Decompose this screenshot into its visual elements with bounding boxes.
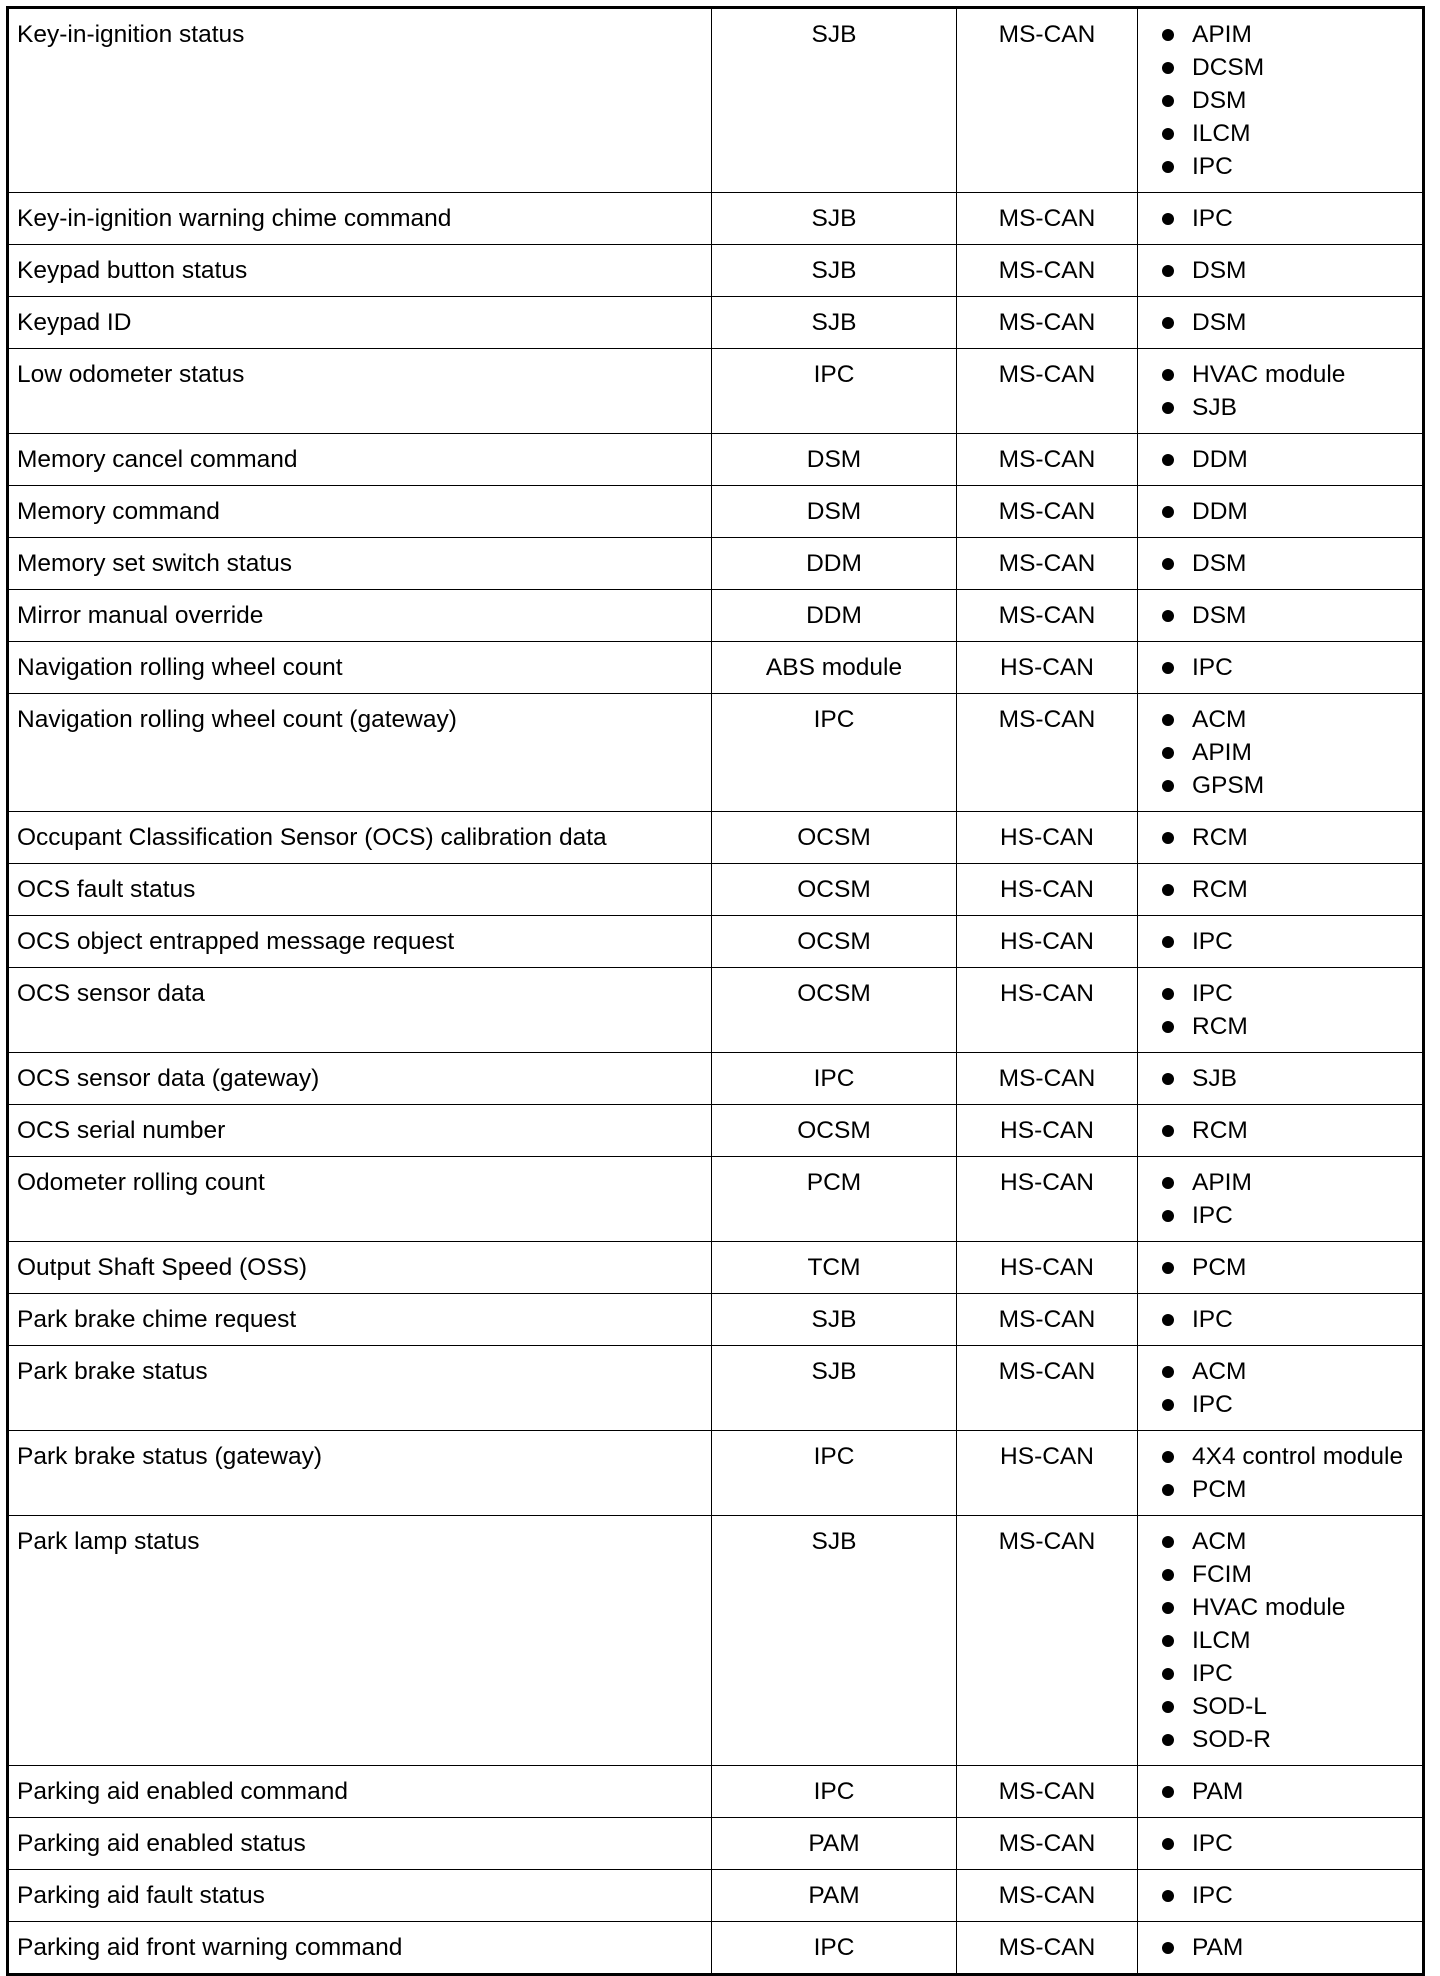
transmitting-module-cell: SJB	[712, 1294, 957, 1346]
message-cell: Park lamp status	[8, 1516, 712, 1766]
receiving-modules-cell	[1138, 8, 1424, 193]
table-row	[8, 968, 1424, 1053]
receiving-module-item: GPSM	[1162, 769, 1422, 802]
receiving-modules-cell	[1138, 1516, 1424, 1766]
receiving-modules-cell	[1138, 434, 1424, 486]
transmitting-module-cell: OCSM	[712, 864, 957, 916]
receiving-module-item: DSM	[1162, 254, 1422, 287]
table-row	[8, 1105, 1424, 1157]
network-cell: MS-CAN	[957, 590, 1138, 642]
network-cell: HS-CAN	[957, 1105, 1138, 1157]
receiving-modules-list	[1162, 1525, 1422, 1756]
receiving-module-item: PCM	[1162, 1473, 1422, 1506]
message-cell: OCS fault status	[8, 864, 712, 916]
message-cell: OCS object entrapped message request	[8, 916, 712, 968]
transmitting-module-cell: IPC	[712, 1431, 957, 1516]
receiving-modules-cell	[1138, 1922, 1424, 1975]
receiving-modules-list	[1162, 703, 1422, 802]
receiving-module-item: SOD-L	[1162, 1690, 1422, 1723]
receiving-module-item: 4X4 control module	[1162, 1440, 1422, 1473]
receiving-modules-list	[1162, 1440, 1422, 1506]
receiving-module-item: ACM	[1162, 1525, 1422, 1558]
message-cell: OCS sensor data (gateway)	[8, 1053, 712, 1105]
receiving-modules-list	[1162, 358, 1422, 424]
receiving-modules-cell	[1138, 590, 1424, 642]
receiving-module-item: IPC	[1162, 1303, 1422, 1336]
receiving-module-item: APIM	[1162, 1166, 1422, 1199]
transmitting-module-cell: IPC	[712, 694, 957, 812]
message-cell: Output Shaft Speed (OSS)	[8, 1242, 712, 1294]
receiving-module-item: IPC	[1162, 202, 1422, 235]
table-row	[8, 1818, 1424, 1870]
network-cell: HS-CAN	[957, 864, 1138, 916]
receiving-modules-cell	[1138, 642, 1424, 694]
transmitting-module-cell: IPC	[712, 1053, 957, 1105]
receiving-modules-list	[1162, 1062, 1422, 1095]
network-cell: HS-CAN	[957, 916, 1138, 968]
receiving-module-item: ACM	[1162, 1355, 1422, 1388]
receiving-modules-cell	[1138, 538, 1424, 590]
receiving-module-item: RCM	[1162, 1010, 1422, 1043]
receiving-modules-list	[1162, 1827, 1422, 1860]
receiving-modules-list	[1162, 443, 1422, 476]
table-row	[8, 1157, 1424, 1242]
receiving-module-item: ILCM	[1162, 117, 1422, 150]
table-row	[8, 486, 1424, 538]
message-cell: Key-in-ignition warning chime command	[8, 193, 712, 245]
network-cell: MS-CAN	[957, 193, 1138, 245]
receiving-modules-list	[1162, 873, 1422, 906]
receiving-module-item: RCM	[1162, 873, 1422, 906]
transmitting-module-cell: OCSM	[712, 812, 957, 864]
network-cell: MS-CAN	[957, 1346, 1138, 1431]
network-cell: MS-CAN	[957, 694, 1138, 812]
receiving-modules-cell	[1138, 1870, 1424, 1922]
receiving-module-item: SOD-R	[1162, 1723, 1422, 1756]
network-cell: MS-CAN	[957, 1922, 1138, 1975]
receiving-modules-cell	[1138, 1818, 1424, 1870]
receiving-module-item: IPC	[1162, 150, 1422, 183]
table-row	[8, 864, 1424, 916]
receiving-modules-cell	[1138, 916, 1424, 968]
message-cell: Low odometer status	[8, 349, 712, 434]
receiving-modules-list	[1162, 1114, 1422, 1147]
receiving-module-item: APIM	[1162, 736, 1422, 769]
receiving-modules-list	[1162, 599, 1422, 632]
message-cell: Keypad button status	[8, 245, 712, 297]
receiving-modules-list	[1162, 254, 1422, 287]
table-row	[8, 8, 1424, 193]
receiving-modules-cell	[1138, 1431, 1424, 1516]
message-cell: Navigation rolling wheel count	[8, 642, 712, 694]
message-cell: Navigation rolling wheel count (gateway)	[8, 694, 712, 812]
table-row	[8, 1516, 1424, 1766]
table-row	[8, 1242, 1424, 1294]
receiving-module-item: IPC	[1162, 1827, 1422, 1860]
message-cell: Memory cancel command	[8, 434, 712, 486]
receiving-modules-cell	[1138, 1053, 1424, 1105]
receiving-modules-list	[1162, 977, 1422, 1043]
receiving-module-item: DSM	[1162, 84, 1422, 117]
receiving-module-item: IPC	[1162, 651, 1422, 684]
receiving-modules-cell	[1138, 694, 1424, 812]
transmitting-module-cell: TCM	[712, 1242, 957, 1294]
network-cell: MS-CAN	[957, 1766, 1138, 1818]
network-cell: HS-CAN	[957, 968, 1138, 1053]
receiving-module-item: ACM	[1162, 703, 1422, 736]
receiving-modules-list	[1162, 1355, 1422, 1421]
receiving-modules-list	[1162, 821, 1422, 854]
table-row	[8, 1053, 1424, 1105]
transmitting-module-cell: SJB	[712, 8, 957, 193]
table-row	[8, 434, 1424, 486]
receiving-modules-list	[1162, 547, 1422, 580]
network-cell: MS-CAN	[957, 1818, 1138, 1870]
receiving-modules-cell	[1138, 245, 1424, 297]
message-cell: Parking aid enabled status	[8, 1818, 712, 1870]
network-cell: MS-CAN	[957, 8, 1138, 193]
receiving-module-item: DSM	[1162, 599, 1422, 632]
transmitting-module-cell: ABS module	[712, 642, 957, 694]
receiving-modules-cell	[1138, 968, 1424, 1053]
network-message-table	[6, 6, 1425, 1976]
table-row	[8, 1766, 1424, 1818]
message-cell: Odometer rolling count	[8, 1157, 712, 1242]
receiving-module-item: DDM	[1162, 443, 1422, 476]
network-cell: MS-CAN	[957, 1294, 1138, 1346]
receiving-module-item: IPC	[1162, 1199, 1422, 1232]
table-row	[8, 694, 1424, 812]
receiving-modules-cell	[1138, 1105, 1424, 1157]
receiving-module-item: IPC	[1162, 1879, 1422, 1912]
network-cell: MS-CAN	[957, 1053, 1138, 1105]
transmitting-module-cell: DDM	[712, 590, 957, 642]
message-cell: Memory command	[8, 486, 712, 538]
receiving-modules-cell	[1138, 812, 1424, 864]
message-cell: OCS sensor data	[8, 968, 712, 1053]
receiving-modules-cell	[1138, 486, 1424, 538]
message-cell: Occupant Classification Sensor (OCS) calibration data	[8, 812, 712, 864]
message-cell: Park brake chime request	[8, 1294, 712, 1346]
receiving-module-item: PAM	[1162, 1931, 1422, 1964]
receiving-modules-list	[1162, 202, 1422, 235]
receiving-modules-cell	[1138, 297, 1424, 349]
receiving-module-item: DCSM	[1162, 51, 1422, 84]
message-cell: Memory set switch status	[8, 538, 712, 590]
receiving-module-item: IPC	[1162, 925, 1422, 958]
receiving-module-item: DSM	[1162, 547, 1422, 580]
receiving-modules-list	[1162, 306, 1422, 339]
message-cell: Mirror manual override	[8, 590, 712, 642]
message-cell: Key-in-ignition status	[8, 8, 712, 193]
receiving-modules-list	[1162, 1775, 1422, 1808]
message-cell: Parking aid front warning command	[8, 1922, 712, 1975]
transmitting-module-cell: PAM	[712, 1870, 957, 1922]
transmitting-module-cell: OCSM	[712, 916, 957, 968]
transmitting-module-cell: SJB	[712, 1346, 957, 1431]
transmitting-module-cell: OCSM	[712, 1105, 957, 1157]
receiving-modules-list	[1162, 1303, 1422, 1336]
network-cell: MS-CAN	[957, 297, 1138, 349]
receiving-modules-cell	[1138, 1242, 1424, 1294]
table-row	[8, 916, 1424, 968]
transmitting-module-cell: DSM	[712, 486, 957, 538]
receiving-modules-list	[1162, 1879, 1422, 1912]
receiving-module-item: ILCM	[1162, 1624, 1422, 1657]
receiving-module-item: RCM	[1162, 1114, 1422, 1147]
receiving-modules-cell	[1138, 193, 1424, 245]
receiving-modules-list	[1162, 1931, 1422, 1964]
message-cell: Keypad ID	[8, 297, 712, 349]
table-row	[8, 193, 1424, 245]
receiving-module-item: RCM	[1162, 821, 1422, 854]
receiving-module-item: IPC	[1162, 977, 1422, 1010]
transmitting-module-cell: SJB	[712, 193, 957, 245]
receiving-modules-cell	[1138, 864, 1424, 916]
message-cell: Park brake status (gateway)	[8, 1431, 712, 1516]
receiving-module-item: SJB	[1162, 1062, 1422, 1095]
receiving-modules-list	[1162, 18, 1422, 183]
receiving-modules-list	[1162, 925, 1422, 958]
receiving-module-item: PAM	[1162, 1775, 1422, 1808]
receiving-modules-list	[1162, 495, 1422, 528]
message-cell: Parking aid fault status	[8, 1870, 712, 1922]
receiving-modules-list	[1162, 651, 1422, 684]
network-cell: MS-CAN	[957, 538, 1138, 590]
table-body	[8, 8, 1424, 1975]
message-cell: OCS serial number	[8, 1105, 712, 1157]
receiving-module-item: PCM	[1162, 1251, 1422, 1284]
receiving-modules-cell	[1138, 1346, 1424, 1431]
transmitting-module-cell: PCM	[712, 1157, 957, 1242]
transmitting-module-cell: IPC	[712, 1766, 957, 1818]
table-row	[8, 297, 1424, 349]
network-cell: HS-CAN	[957, 812, 1138, 864]
table-row	[8, 349, 1424, 434]
network-cell: MS-CAN	[957, 1516, 1138, 1766]
transmitting-module-cell: DDM	[712, 538, 957, 590]
receiving-module-item: FCIM	[1162, 1558, 1422, 1591]
message-cell: Park brake status	[8, 1346, 712, 1431]
transmitting-module-cell: IPC	[712, 1922, 957, 1975]
table-row	[8, 538, 1424, 590]
network-cell: MS-CAN	[957, 349, 1138, 434]
receiving-module-item: DSM	[1162, 306, 1422, 339]
table-row	[8, 590, 1424, 642]
table-row	[8, 1294, 1424, 1346]
network-cell: HS-CAN	[957, 1242, 1138, 1294]
receiving-module-item: DDM	[1162, 495, 1422, 528]
transmitting-module-cell: SJB	[712, 297, 957, 349]
table-row	[8, 1870, 1424, 1922]
network-cell: HS-CAN	[957, 1431, 1138, 1516]
receiving-module-item: HVAC module	[1162, 358, 1422, 391]
network-cell: MS-CAN	[957, 1870, 1138, 1922]
table-row	[8, 1431, 1424, 1516]
network-cell: MS-CAN	[957, 434, 1138, 486]
table-row	[8, 642, 1424, 694]
network-cell: MS-CAN	[957, 245, 1138, 297]
network-cell: HS-CAN	[957, 642, 1138, 694]
transmitting-module-cell: SJB	[712, 245, 957, 297]
receiving-module-item: IPC	[1162, 1657, 1422, 1690]
table-row	[8, 812, 1424, 864]
table-row	[8, 1922, 1424, 1975]
message-cell: Parking aid enabled command	[8, 1766, 712, 1818]
receiving-modules-list	[1162, 1251, 1422, 1284]
transmitting-module-cell: PAM	[712, 1818, 957, 1870]
receiving-module-item: HVAC module	[1162, 1591, 1422, 1624]
receiving-modules-cell	[1138, 349, 1424, 434]
table-row	[8, 1346, 1424, 1431]
receiving-modules-cell	[1138, 1294, 1424, 1346]
receiving-modules-cell	[1138, 1157, 1424, 1242]
network-cell: MS-CAN	[957, 486, 1138, 538]
transmitting-module-cell: DSM	[712, 434, 957, 486]
transmitting-module-cell: IPC	[712, 349, 957, 434]
receiving-module-item: IPC	[1162, 1388, 1422, 1421]
transmitting-module-cell: OCSM	[712, 968, 957, 1053]
table-row	[8, 245, 1424, 297]
receiving-modules-cell	[1138, 1766, 1424, 1818]
receiving-modules-list	[1162, 1166, 1422, 1232]
receiving-module-item: APIM	[1162, 18, 1422, 51]
transmitting-module-cell: SJB	[712, 1516, 957, 1766]
receiving-module-item: SJB	[1162, 391, 1422, 424]
network-cell: HS-CAN	[957, 1157, 1138, 1242]
